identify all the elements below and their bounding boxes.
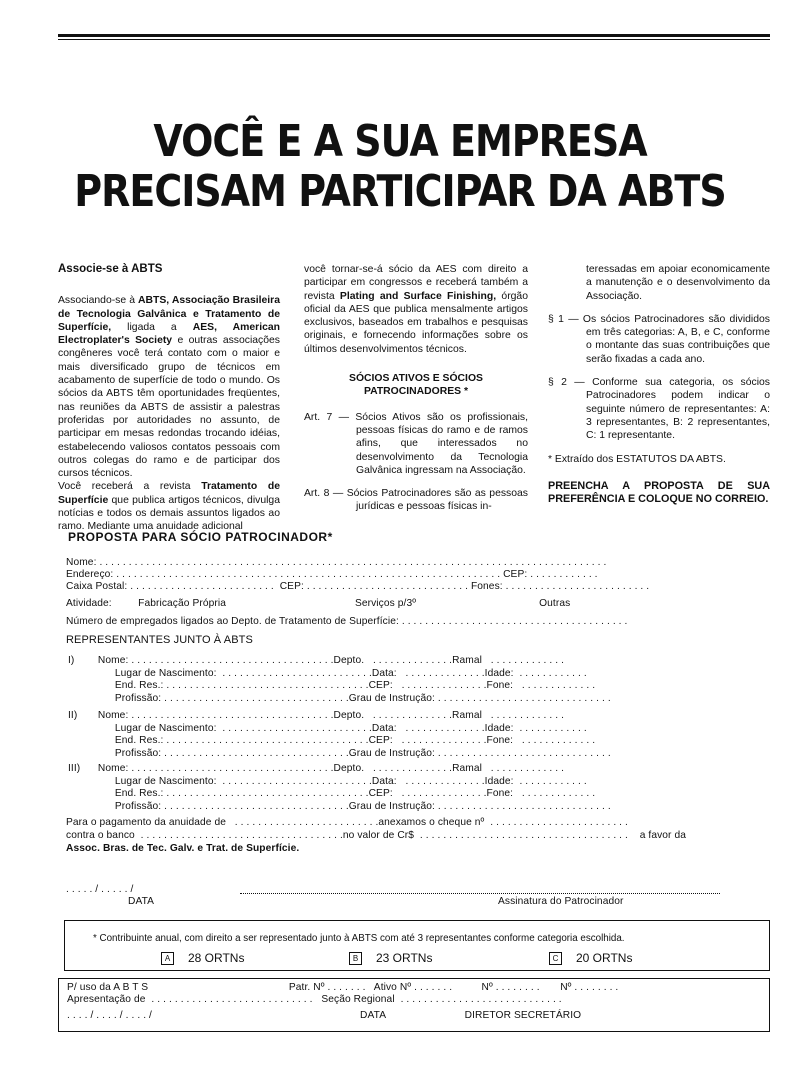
- payment-row-3: Assoc. Bras. de Tec. Galv. e Trat. de Superfície.: [66, 843, 300, 854]
- rep-block-2[interactable]: II) Nome: . . . . . . . . . . . . . . . . . . . . . . . . . . . . . . . . . . .Depto. . . . . . . . . . . . . . .Ramal . . . . . . . . . . . . . Lugar de Nascimento: . . . . . . . . . . . . . . . . . . . . . . . . . .Data: . . . . . . . . . . . . . .Idade: . . . . . . . . . . . . End. Res.: . . . . . . . . . . . . . . . . . . . . . . . . . . . . . . . . . . .CEP: . . . . . . . . . . . . . . .Fone: . . . . . . . . . . . . . Profissão: . . . . . . . . . . . . . . . . . . . . . . . . . . . . . . . .Grau de Instrução: . . . . . . . . . . . . . . . . . . . . . . . . . . . . . .: [68, 710, 611, 759]
- paragraph: teressadas em apoiar economicamente a manutenção e o desenvolvimento da Associação.: [586, 264, 770, 302]
- option-a[interactable]: A 28 ORTNs: [161, 951, 244, 965]
- signature-line[interactable]: [240, 893, 720, 894]
- checkbox-b[interactable]: B: [349, 952, 362, 965]
- top-rule: [58, 34, 770, 37]
- date-label: DATA: [128, 896, 155, 907]
- rep-block-1[interactable]: I) Nome: . . . . . . . . . . . . . . . . . . . . . . . . . . . . . . . . . . .Depto. . . . . . . . . . . . . . .Ramal . . . . . . . . . . . . . Lugar de Nascimento: . . . . . . . . . . . . . . . . . . . . . . . . . .Data: . . . . . . . . . . . . . .Idade: . . . . . . . . . . . . End. Res.: . . . . . . . . . . . . . . . . . . . . . . . . . . . . . . . . . . .CEP: . . . . . . . . . . . . . . .Fone: . . . . . . . . . . . . . Profissão: . . . . . . . . . . . . . . . . . . . . . . . . . . . . . . . .Grau de Instrução: . . . . . . . . . . . . . . . . . . . . . . . . . . . . . .: [68, 655, 611, 704]
- form-row-nome[interactable]: Nome: . . . . . . . . . . . . . . . . . . . . . . . . . . . . . . . . . . . . . . . . . . . . . . . . . . . . . . . . . . . . . . . . . . . . . . . . . . . . . . . . . . . . . . .: [66, 557, 607, 568]
- abts-use-row-2[interactable]: Apresentação de . . . . . . . . . . . . . . . . . . . . . . . . . . . . Seção Regional . . . . . . . . . . . . . . . . . . . . . . . . . . . .: [67, 994, 562, 1005]
- checkbox-a[interactable]: A: [161, 952, 174, 965]
- section-heading: Associe-se à ABTS: [58, 263, 163, 275]
- article-7: Art. 7 — Sócios Ativos são os profissionais, pessoas físicas do ramo e de ramos afins, que interessados no desenvolvimento da Tecnologia Galvânica ingressam na Associação.: [304, 411, 528, 476]
- paragraph-s1: § 1 — Os sócios Patrocinadores são divididos em três categorias: A, B, e C, conforme o montante das suas contribuições que serão fixadas a cada ano.: [548, 313, 770, 365]
- section-heading: SÓCIOS ATIVOS E SÓCIOS PATROCINADORES *: [349, 373, 483, 398]
- rep-block-3[interactable]: III) Nome: . . . . . . . . . . . . . . . . . . . . . . . . . . . . . . . . . . .Depto. . . . . . . . . . . . . . .Ramal . . . . . . . . . . . . . Lugar de Nascimento: . . . . . . . . . . . . . . . . . . . . . . . . . .Data: . . . . . . . . . . . . . .Idade: . . . . . . . . . . . . End. Res.: . . . . . . . . . . . . . . . . . . . . . . . . . . . . . . . . . . .CEP: . . . . . . . . . . . . . . .Fone: . . . . . . . . . . . . . Profissão: . . . . . . . . . . . . . . . . . . . . . . . . . . . . . . . .Grau de Instrução: . . . . . . . . . . . . . . . . . . . . . . . . . . . . . .: [68, 763, 611, 812]
- representatives-title: REPRESENTANTES JUNTO À ABTS: [66, 634, 253, 646]
- paragraph-s2: § 2 — Conforme sua categoria, os sócios Patrocinadores podem indicar o seguinte número de representantes: A: 3 representantes, B: 2 representantes, C: 1 representante.: [548, 377, 770, 442]
- category-box: [64, 920, 770, 971]
- paragraph: Associando-se à ABTS, Associação Brasileira de Tecnologia Galvânica e Tratamento de Superfície, ligada a AES, American Electroplater's Society e outras associações congêneres você terá contato com o maior e mais diversificado grupo de técnicos em acabamento de superfície de todo o mundo. Os sócios da ABTS têm oportunidades freqüentes, nas reuniões da ABTS de assistir a palestras proferidas por autoridades no assunto, de participar em mesas redondas trocando idéias, estabelecendo valiosos contatos pessoais com outros colegas do ramo e de participar dos cursos técnicos.: [58, 295, 281, 480]
- article-8: Art. 8 — Sócios Patrocinadores são as pessoas jurídicas e pessoas físicas in-: [304, 488, 528, 513]
- signature-label: Assinatura do Patrocinador: [498, 896, 624, 907]
- form-row-empregados[interactable]: Número de empregados ligados ao Depto. de Tratamento de Superfície: . . . . . . . . . . . . . . . . . . . . . . . . . . . . . . . . . . . . . . .: [66, 616, 628, 627]
- top-rule-thin: [58, 39, 770, 40]
- payment-row-2[interactable]: contra o banco . . . . . . . . . . . . . . . . . . . . . . . . . . . . . . . . . . .no valor de Cr$ . . . . . . . . . . . . . . . . . . . . . . . . . . . . . . . . . . . . a favor da: [66, 830, 687, 841]
- call-to-action: PREENCHA A PROPOSTA DE SUA PREFERÊNCIA E COLOQUE NO CORREIO.: [548, 479, 770, 506]
- column-2: [304, 263, 528, 514]
- abts-use-row-1[interactable]: P/ uso da A B T S Patr. Nº . . . . . . . Ativo Nº . . . . . . . Nº . . . . . . . . Nº . . . . . . . .: [67, 982, 619, 993]
- column-1: [58, 263, 280, 534]
- option-b[interactable]: B 23 ORTNs: [349, 951, 432, 965]
- footnote: * Extraído dos ESTATUTOS DA ABTS.: [548, 453, 726, 465]
- form-row-endereco[interactable]: Endereço: . . . . . . . . . . . . . . . . . . . . . . . . . . . . . . . . . . . . . . . . . . . . . . . . . . . . . . . . . . . . . . . . . . CEP: . . . . . . . . . . . .: [66, 569, 598, 580]
- column-3: [548, 263, 770, 506]
- paragraph: Você receberá a revista Tratamento de Superfície que publica artigos técnicos, divulga notícias e todos os demais assuntos ligados ao ramo. Mediante uma anuidade adicional: [58, 481, 280, 533]
- option-c[interactable]: C 20 ORTNs: [549, 951, 632, 965]
- checkbox-c[interactable]: C: [549, 952, 562, 965]
- abts-use-row-3[interactable]: . . . . / . . . . / . . . . / DATA DIRETOR SECRETÁRIO: [67, 1010, 582, 1021]
- payment-row-1[interactable]: Para o pagamento da anuidade de . . . . . . . . . . . . . . . . . . . . . . . . .anexamos o cheque nº . . . . . . . . . . . . . . . . . . . . . . . .: [66, 817, 628, 828]
- form-title: PROPOSTA PARA SÓCIO PATROCINADOR*: [68, 530, 333, 544]
- headline-line1: VOCÊ E A SUA EMPRESA: [153, 115, 647, 167]
- paragraph: você tornar-se-á sócio da AES com direito a participar em congressos e receberá também a revista Plating and Surface Finishing, órgão oficial da AES que publica mensalmente artigos exclusivos, baseados em trabalhos e pesquisas originais, e fornecendo informações sobre os últimos desenvolvimentos técnicos.: [304, 264, 528, 355]
- category-note: * Contribuinte anual, com direito a ser representado junto à ABTS com até 3 representantes conforme categoria escolhida.: [93, 933, 625, 944]
- abts-use-box: [58, 978, 770, 1032]
- date-field[interactable]: . . . . . / . . . . . /: [66, 884, 134, 895]
- form-row-caixa[interactable]: Caixa Postal: . . . . . . . . . . . . . . . . . . . . . . . . . CEP: . . . . . . . . . . . . . . . . . . . . . . . . . . . . Fones: . . . . . . . . . . . . . . . . . . . . . . . . .: [66, 581, 650, 592]
- form-row-atividade[interactable]: Atividade: Fabricação Própria Serviços p/3º Outras: [66, 598, 571, 609]
- headline-line2: PRECISAM PARTICIPAR DA ABTS: [74, 165, 726, 217]
